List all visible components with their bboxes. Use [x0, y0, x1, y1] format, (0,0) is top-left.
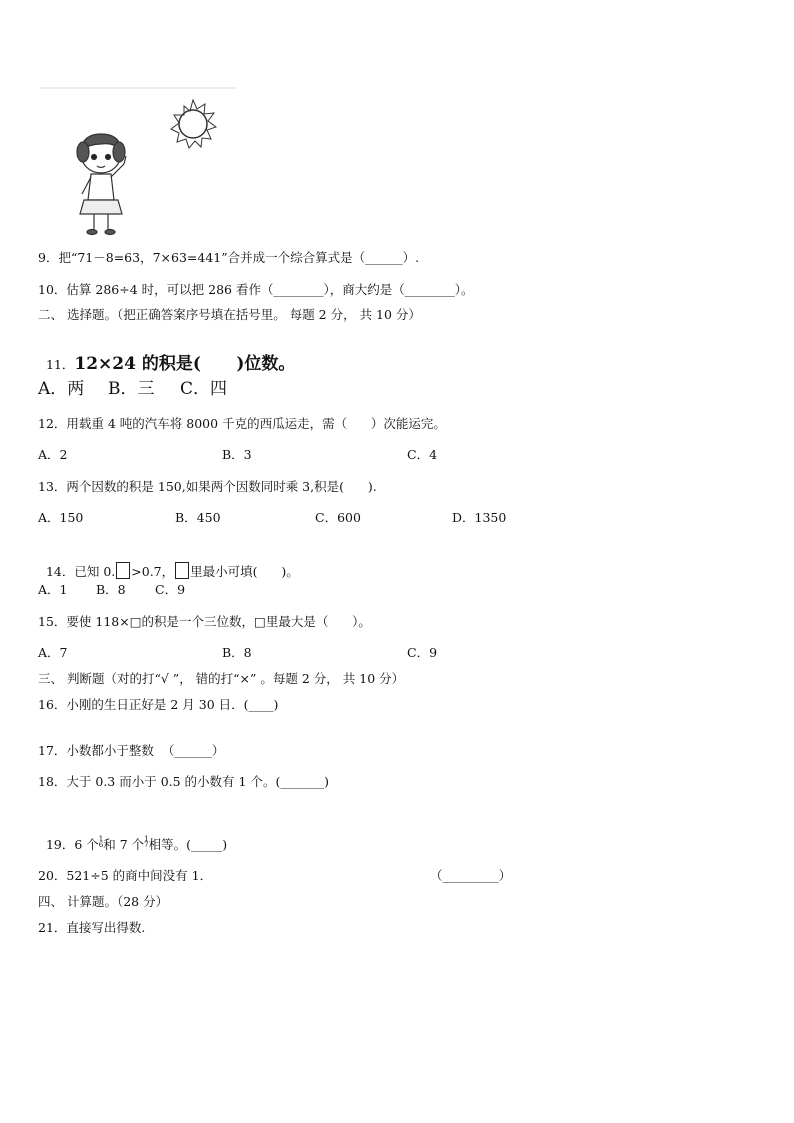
girl-and-sun-illustration — [38, 82, 238, 242]
fraction-1-numerator: 1 — [98, 835, 104, 843]
question-20: 20．521÷5 的商中间没有 1． — [38, 868, 213, 883]
question-12: 12．用载重 4 吨的汽车将 8000 千克的西瓜运走，需（ ）次能运完。 — [38, 416, 446, 431]
question-14-option-a: A．1 — [38, 582, 68, 597]
question-13-option-c: C．600 — [315, 510, 361, 525]
question-15-option-a: A．7 — [38, 645, 68, 660]
question-14-option-c: C．9 — [155, 582, 186, 597]
question-11-option-b: B．三 — [108, 379, 155, 399]
girl-figure — [77, 134, 126, 235]
question-11 — [38, 337, 295, 375]
question-13-option-d: D．1350 — [452, 510, 507, 525]
question-19-part-c: 相等。(_____) — [148, 837, 228, 852]
fraction-1-denominator: 6 — [98, 841, 104, 849]
question-12-option-c: C．4 — [407, 447, 438, 462]
question-17: 17．小数都小于整数 （______） — [38, 743, 225, 758]
section-2-heading: 二、 选择题。（把正确答案序号填在括号里。 每题 2 分， 共 10 分） — [38, 307, 421, 322]
question-14-option-b: B．8 — [96, 582, 126, 597]
question-13-option-b: B．450 — [175, 510, 221, 525]
question-16: 16．小刚的生日正好是 2 月 30 日．(____) — [38, 697, 279, 712]
question-19-part-b: 和 7 个 — [103, 837, 145, 852]
question-10: 10．估算 286÷4 时，可以把 286 看作（________），商大约是（________）。 — [38, 282, 474, 297]
question-13: 13．两个因数的积是 150,如果两个因数同时乘 3,积是( ). — [38, 479, 377, 494]
question-11-text: 12×24 的积是( )位数。 — [74, 354, 296, 374]
sun-icon — [171, 100, 216, 148]
blank-box — [175, 562, 189, 579]
question-19 — [38, 820, 227, 853]
question-15-option-c: C．9 — [407, 645, 438, 660]
question-9: 9．把“71－8=63，7×63=441”合并成一个综合算式是（______）. — [38, 250, 420, 265]
fraction-2-numerator: 1 — [144, 835, 149, 843]
question-14 — [38, 546, 299, 580]
fraction-2-denominator: 7 — [144, 841, 149, 849]
question-20-answer-blank: （_________） — [430, 868, 512, 883]
question-14-mid: >0.7， — [131, 564, 175, 579]
question-14-pre: 14．已知 0. — [45, 564, 116, 579]
question-11-option-a: A．两 — [38, 379, 85, 399]
section-4-heading: 四、 计算题。（28 分） — [38, 894, 169, 909]
question-11-number: 11． — [45, 357, 75, 372]
question-18: 18．大于 0.3 而小于 0.5 的小数有 1 个。(_______) — [38, 774, 329, 789]
question-11-option-c: C．四 — [180, 379, 228, 399]
question-13-option-a: A．150 — [38, 510, 84, 525]
blank-box — [116, 562, 130, 579]
question-19-part-a: 19．6 个 — [45, 837, 99, 852]
question-15: 15．要使 118×□的积是一个三位数，□里最大是（ ）。 — [38, 614, 371, 629]
question-12-option-a: A．2 — [38, 447, 68, 462]
question-15-option-b: B．8 — [222, 645, 252, 660]
question-14-post: 里最小可填( )。 — [190, 564, 299, 579]
question-21: 21．直接写出得数. — [38, 920, 146, 935]
section-3-heading: 三、 判断题（对的打“√ ”， 错的打“×” 。每题 2 分， 共 10 分） — [38, 671, 405, 686]
question-12-option-b: B．3 — [222, 447, 252, 462]
